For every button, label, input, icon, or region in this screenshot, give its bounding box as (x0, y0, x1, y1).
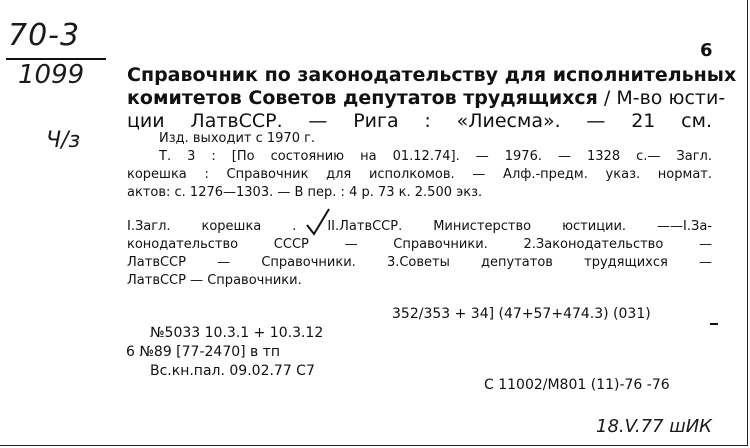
classification-underline (710, 323, 718, 325)
title-line-3: ции ЛатвССР. — Рига : «Лиесма». — 21 см. (127, 110, 712, 132)
title-line-2-rest: / М-во юсти- (597, 87, 726, 109)
publication-line-1: Изд. выходит с 1970 г. (159, 131, 316, 146)
title-line-1: Справочник по законодательству для исполнительных (127, 64, 737, 86)
classification-code: 352/353 + 34] (47+57+474.3) (031) (392, 306, 651, 322)
title-block (127, 64, 737, 133)
page-number: 6 (700, 40, 713, 61)
catalog-line-1: №5033 10.3.1 + 10.3.12 (150, 325, 324, 341)
title-line-2 (127, 87, 726, 110)
publication-line-4: актов: с. 1276—1303. — В пер. : 4 р. 73 к. 2.500 экз. (127, 185, 483, 200)
subjects-line-1: I.Загл. корешка . II.ЛатвССР. Министерство юстиции. ——I.За- (127, 219, 712, 234)
handwritten-check-icon (305, 207, 331, 237)
catalog-line-2: 6 №89 [77-2470] в тп (126, 344, 281, 360)
title-line-2-bold: комитетов Советов депутатов трудящихся (127, 87, 598, 109)
handwritten-mark: Ч/з (46, 128, 81, 153)
subjects-line-2: конодательство СССР — Справочники. 2.Законодательство — (127, 237, 712, 252)
handwritten-number-bottom: 1099 (18, 60, 85, 90)
publication-line-2: Т. 3 : [По состоянию на 01.12.74]. — 1976. — 1328 с.— Загл. (159, 149, 712, 164)
handwritten-number-top: 70-3 (8, 18, 81, 53)
subjects-line-3: ЛатвССР — Справочники. 3.Советы депутатов трудящихся — (127, 255, 712, 270)
publication-block (127, 130, 712, 202)
handwritten-corner-note: 18.V.77 шИК (596, 416, 712, 437)
subjects-line-4: ЛатвССР — Справочники. (127, 273, 302, 288)
subjects-block (127, 218, 712, 290)
publication-line-3: корешка : Справочник для исполкомов. — Алф.-предм. указ. нормат. (127, 167, 712, 182)
catalog-line-3: Вс.кн.пал. 09.02.77 С7 (150, 363, 315, 379)
index-code: С 11002/М801 (11)-76 -76 (484, 377, 670, 393)
